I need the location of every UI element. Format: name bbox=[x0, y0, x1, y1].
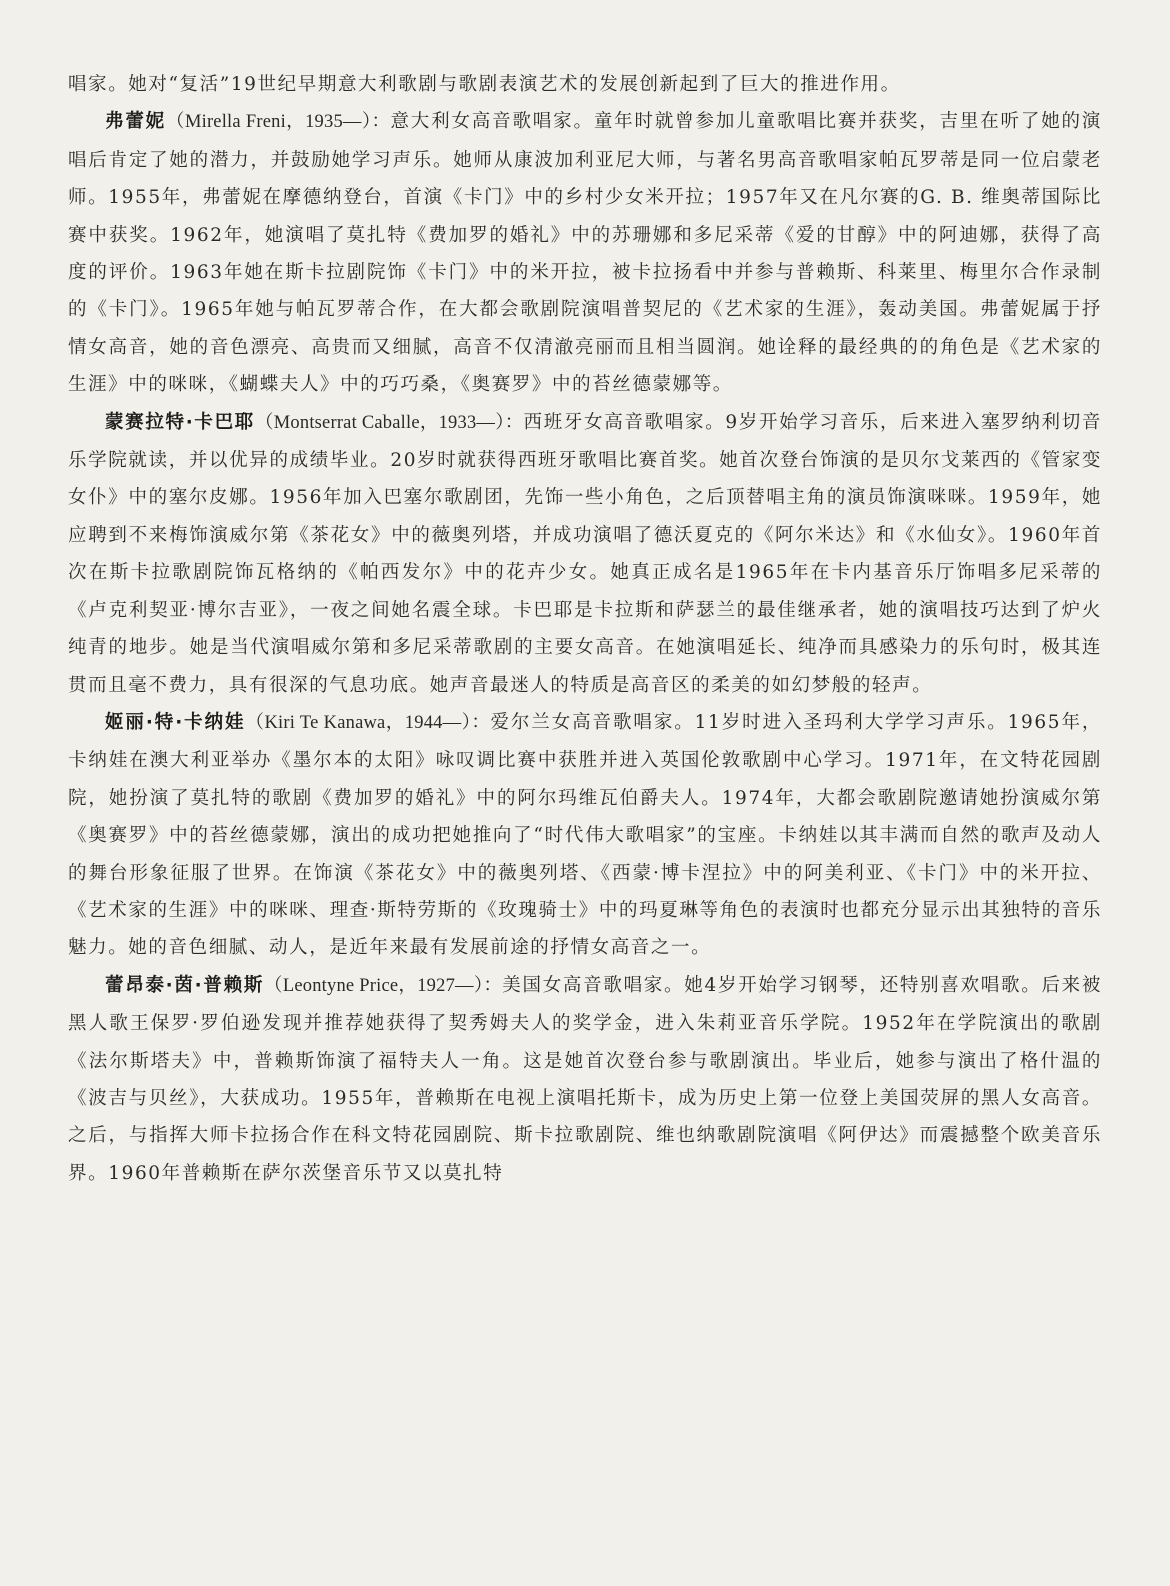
entry-caballe bbox=[68, 404, 1102, 704]
entry-price bbox=[68, 967, 1102, 1192]
entry-latin-name: （Montserrat Caballe，1933—）： bbox=[254, 412, 524, 433]
entry-text: 爱尔兰女高音歌唱家。11岁时进入圣玛利大学学习声乐。1965年，卡纳娃在澳大利亚举办《墨尔本的太阳》咏叹调比赛中获胜并进入英国伦敦歌剧中心学习。1971年，在文特花园剧院，她扮演了莫扎特的歌剧《费加罗的婚礼》中的阿尔玛维瓦伯爵夫人。1974年，大都会歌剧院邀请她扮演威尔第《奥赛罗》中的苔丝德蒙娜，演出的成功把她推向了“时代伟大歌唱家”的宝座。卡纳娃以其丰满而自然的歌声及动人的舞台形象征服了世界。在饰演《茶花女》中的薇奥列塔、《西蒙·博卡涅拉》中的阿美利亚、《卡门》中的米开拉、《艺术家的生涯》中的咪咪、理查·斯特劳斯的《玫瑰骑士》中的玛夏琳等角色的表演时也都充分显示出其独特的音乐魅力。她的音色细腻、动人，是近年来最有发展前途的抒情女高音之一。 bbox=[68, 711, 1103, 959]
entry-name: 蕾昂泰·茵·普赖斯 bbox=[105, 974, 265, 996]
entry-freni bbox=[68, 103, 1102, 403]
paragraph-text: 唱家。她对“复活”19世纪早期意大利歌剧与歌剧表演艺术的发展创新起到了巨大的推进作用。 bbox=[68, 74, 901, 95]
entry-text: 西班牙女高音歌唱家。9岁开始学习音乐，后来进入塞罗纳利切音乐学院就读，并以优异的成绩毕业。20岁时就获得西班牙歌唱比赛首奖。她首次登台饰演的是贝尔戈莱西的《管家变女仆》中的塞尔皮娜。1956年加入巴塞尔歌剧团，先饰一些小角色，之后顶替唱主角的演员饰演咪咪。1959年，她应聘到不来梅饰演威尔第《茶花女》中的薇奥列塔，并成功演唱了德沃夏克的《阿尔米达》和《水仙女》。1960年首次在斯卡拉歌剧院饰瓦格纳的《帕西发尔》中的花卉少女。她真正成名是1965年在卡内基音乐厅饰唱多尼采蒂的《卢克利契亚·博尔吉亚》，一夜之间她名震全球。卡巴耶是卡拉斯和萨瑟兰的最佳继承者，她的演唱技巧达到了炉火纯青的地步。她是当代演唱威尔第和多尼采蒂歌剧的主要女高音。在她演唱延长、纯净而具感染力的乐句时，极其连贯而且毫不费力，具有很深的气息功底。她声音最迷人的特质是高音区的柔美的如幻梦般的轻声。 bbox=[68, 411, 1102, 696]
paragraph-continuation bbox=[68, 66, 1102, 103]
entry-name: 姬丽·特·卡纳娃 bbox=[105, 711, 246, 733]
entry-kanawa bbox=[68, 704, 1102, 967]
entry-latin-name: （Kiri Te Kanawa，1944—）： bbox=[245, 712, 491, 733]
entry-name: 蒙赛拉特·卡巴耶 bbox=[105, 411, 255, 433]
entry-text: 意大利女高音歌唱家。童年时就曾参加儿童歌唱比赛并获奖，吉里在听了她的演唱后肯定了她的潜力，并鼓励她学习声乐。她师从康波加利亚尼大师，与著名男高音歌唱家帕瓦罗蒂是同一位启蒙老师。1955年，弗蕾妮在摩德纳登台，首演《卡门》中的乡村少女米开拉；1957年又在凡尔赛的G. B. 维奥蒂国际比赛中获奖。1962年，她演唱了莫扎特《费加罗的婚礼》中的苏珊娜和多尼采蒂《爱的甘醇》中的阿迪娜，获得了高度的评价。1963年她在斯卡拉剧院饰《卡门》中的米开拉，被卡拉扬看中并参与普赖斯、科莱里、梅里尔合作录制的《卡门》。1965年她与帕瓦罗蒂合作，在大都会歌剧院演唱普契尼的《艺术家的生涯》，轰动美国。弗蕾妮属于抒情女高音，她的音色漂亮、高贵而又细腻，高音不仅清澈亮丽而且相当圆润。她诠释的最经典的的角色是《艺术家的生涯》中的咪咪，《蝴蝶夫人》中的巧巧桑，《奥赛罗》中的苔丝德蒙娜等。 bbox=[68, 111, 1102, 396]
page-body bbox=[68, 66, 1102, 1192]
entry-latin-name: （Mirella Freni，1935—）： bbox=[166, 112, 391, 133]
entry-name: 弗蕾妮 bbox=[105, 111, 167, 133]
entry-text: 美国女高音歌唱家。她4岁开始学习钢琴，还特别喜欢唱歌。后来被黑人歌王保罗·罗伯逊发现并推荐她获得了契秀姆夫人的奖学金，进入朱莉亚音乐学院。1952年在学院演出的歌剧《法尔斯塔夫》中，普赖斯饰演了福特夫人一角。这是她首次登台参与歌剧演出。毕业后，她参与演出了格什温的《波吉与贝丝》，大获成功。1955年，普赖斯在电视上演唱托斯卡，成为历史上第一位登上美国荧屏的黑人女高音。之后，与指挥大师卡拉扬合作在科文特花园剧院、斯卡拉歌剧院、维也纳歌剧院演唱《阿伊达》而震撼整个欧美音乐界。1960年普赖斯在萨尔茨堡音乐节又以莫扎特 bbox=[68, 974, 1102, 1184]
entry-latin-name: （Leontyne Price，1927—）： bbox=[264, 975, 503, 996]
